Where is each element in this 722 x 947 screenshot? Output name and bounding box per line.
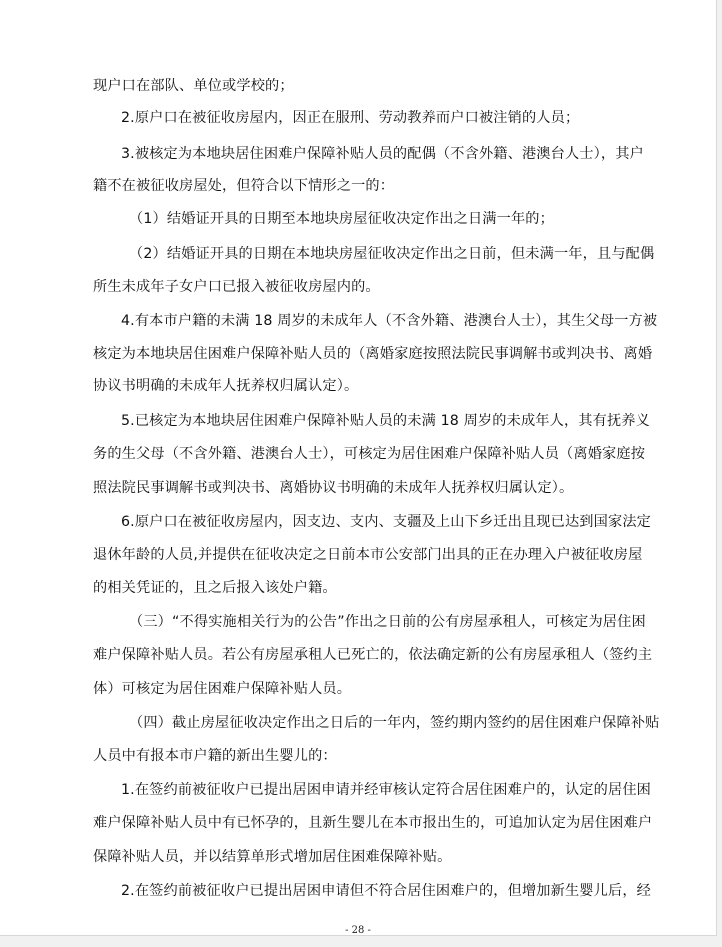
text-line: 人员中有报本市户籍的新出生婴儿的： [93,748,337,764]
page-number: - 28 - [345,925,371,936]
text-line: 退休年龄的人员,并提供在征收决定之日前本市公安部门出具的正在办理入户被征收房屋 [93,547,643,563]
text-line: 所生未成年子女户口已报入被征收房屋内的。 [93,279,380,295]
text-line: 2.在签约前被征收户已提出居困申请但不符合居住困难户的，但增加新生婴儿后，经 [121,883,651,899]
text-line: 6.原户口在被征收房屋内，因支边、支内、支疆及上山下乡迁出且现已达到国家法定 [121,514,651,530]
text-line: （三）“不得实施相关行为的公告”作出之日前的公有房屋承租人，可核定为居住困 [129,614,646,630]
text-line: 保障补贴人员，并以结算单形式增加居住困难保障补贴。 [93,849,452,865]
text-line: 的相关凭证的，且之后报入该处户籍。 [93,580,337,596]
text-line: 难户保障补贴人员中有已怀孕的，且新生婴儿在本市报出生的，可追加认定为居住困难户 [93,815,653,831]
text-line: 现户口在部队、单位或学校的； [93,78,294,94]
text-line: 1.在签约前被征收户已提出居困申请并经审核认定符合居住困难户的，认定的居住困 [121,782,651,798]
text-line: 2.原户口在被征收房屋内，因正在服刑、劳动教养而户口被注销的人员； [121,110,580,126]
text-line: 5.已核定为本地块居住困难户保障补贴人员的未满 18 周岁的未成年人，其有抚养义 [121,413,650,429]
text-line: 核定为本地块居住困难户保障补贴人员的（离婚家庭按照法院民事调解书或判决书、离婚 [93,346,653,362]
text-line: （2）结婚证开具的日期在本地块房屋征收决定作出之日前，但未满一年，且与配偶 [129,246,655,262]
text-line: 籍不在被征收房屋处，但符合以下情形之一的： [93,178,395,194]
text-line: 体）可核定为居住困难户保障补贴人员。 [93,681,352,697]
text-line: 照法院民事调解书或判决书、离婚协议书明确的未成年人抚养权归属认定）。 [93,480,574,496]
text-line: 4.有本市户籍的未满 18 周岁的未成年人（不含外籍、港澳台人士），其生父母一方被 [121,313,658,329]
text-line: 协议书明确的未成年人抚养权归属认定）。 [93,378,359,394]
text-line: （四）截止房屋征收决定作出之日后的一年内，签约期内签约的居住困难户保障补贴 [129,715,660,731]
text-line: 难户保障补贴人员。若公有房屋承租人已死亡的，依法确定新的公有房屋承租人（签约主 [93,647,653,663]
text-line: 3.被核定为本地块居住困难户保障补贴人员的配偶（不含外籍、港澳台人士），其户 [121,146,644,162]
text-line: （1）结婚证开具的日期至本地块房屋征收决定作出之日满一年的； [129,211,554,227]
text-line: 务的生父母（不含外籍、港澳台人士），可核定为居住困难户保障补贴人员（离婚家庭按 [93,446,646,462]
